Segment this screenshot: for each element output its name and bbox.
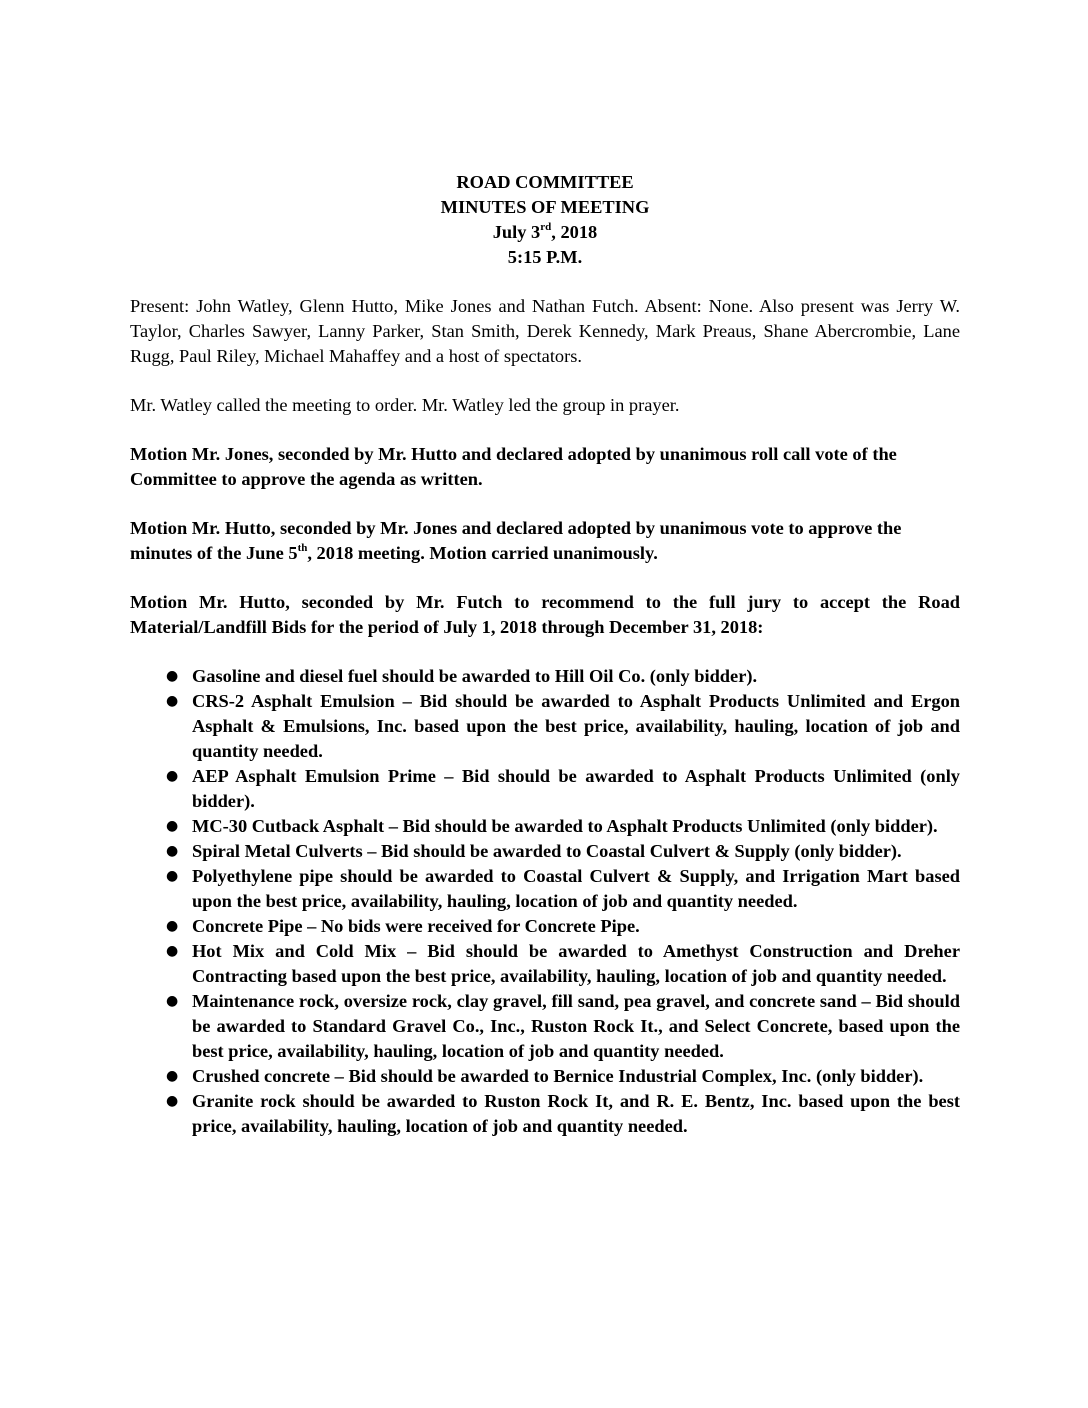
list-item [130, 1089, 960, 1139]
meeting-date [130, 220, 960, 245]
attendance-paragraph: Present: John Watley, Glenn Hutto, Mike Jones and Nathan Futch. Absent: None. Also present was Jerry W. Taylor, Charles Sawyer, Lanny Parker, Stan Smith, Derek Kennedy, Mark Preaus, Shane Abercrombie, Lane Rugg, Paul Riley, Michael Mahaffey and a host of spectators. [130, 296, 960, 366]
list-item [130, 914, 960, 939]
minutes-title: MINUTES OF MEETING [440, 197, 650, 217]
motion-minutes-text-end: , 2018 meeting. Motion carried unanimously. [307, 543, 658, 563]
bullet-icon: ● [166, 868, 179, 884]
committee-title: ROAD COMMITTEE [456, 172, 634, 192]
list-item [130, 764, 960, 814]
bullet-icon: ● [166, 693, 179, 709]
bullet-icon: ● [166, 993, 179, 1009]
bid-item-text: Gasoline and diesel fuel should be awarded to Hill Oil Co. (only bidder). [192, 666, 758, 686]
bullet-icon: ● [166, 943, 179, 959]
bid-item-text: Polyethylene pipe should be awarded to Coastal Culvert & Supply, and Irrigation Mart based upon the best price, availability, hauling, location of job and quantity needed. [192, 866, 960, 911]
bid-item-text: MC-30 Cutback Asphalt – Bid should be awarded to Asphalt Products Unlimited (only bidder). [192, 816, 938, 836]
bullet-icon: ● [166, 768, 179, 784]
bid-item-text: Spiral Metal Culverts – Bid should be awarded to Coastal Culvert & Supply (only bidder). [192, 841, 902, 861]
list-item [130, 1064, 960, 1089]
list-item [130, 864, 960, 914]
bid-item-text: Granite rock should be awarded to Ruston Rock It, and R. E. Bentz, Inc. based upon the best price, availability, hauling, location of job and quantity needed. [192, 1091, 960, 1136]
call-to-order-paragraph: Mr. Watley called the meeting to order. Mr. Watley led the group in prayer. [130, 395, 680, 415]
document-header [130, 170, 960, 270]
document-page [130, 170, 960, 1139]
bid-item-text: AEP Asphalt Emulsion Prime – Bid should be awarded to Asphalt Products Unlimited (only bidder). [192, 766, 960, 811]
motion-agenda: Motion Mr. Jones, seconded by Mr. Hutto and declared adopted by unanimous roll call vote of the Committee to approve the agenda as written. [130, 444, 897, 489]
bullet-icon: ● [166, 1093, 179, 1109]
list-item [130, 664, 960, 689]
bullet-icon: ● [166, 1068, 179, 1084]
list-item [130, 989, 960, 1064]
bid-item-text: CRS-2 Asphalt Emulsion – Bid should be awarded to Asphalt Products Unlimited and Ergon Asphalt & Emulsions, Inc. based upon the best price, availability, hauling, location of job and quantity needed. [192, 691, 960, 761]
meeting-time: 5:15 P.M. [507, 247, 583, 267]
motion-bids: Motion Mr. Hutto, seconded by Mr. Futch to recommend to the full jury to accept the Road Material/Landfill Bids for the period of July 1, 2018 through December 31, 2018: [130, 592, 960, 637]
list-item [130, 689, 960, 764]
bullet-icon: ● [166, 918, 179, 934]
bid-item-text: Maintenance rock, oversize rock, clay gravel, fill sand, pea gravel, and concrete sand – Bid should be awarded to Standard Gravel Co., Inc., Ruston Rock It., and Select Concrete, based upon the best price, availability, hauling, location of job and quantity needed. [192, 991, 960, 1061]
list-item [130, 939, 960, 989]
bid-item-text: Concrete Pipe – No bids were received for Concrete Pipe. [192, 916, 640, 936]
list-item [130, 839, 960, 864]
motion-minutes-suffix: th [297, 541, 308, 554]
bid-list [130, 664, 960, 1139]
meeting-date-year: , 2018 [551, 222, 598, 242]
bullet-icon: ● [166, 818, 179, 834]
motion-minutes-text: Motion Mr. Hutto, seconded by Mr. Jones and declared adopted by unanimous vote to approve the minutes of the June 5 [130, 518, 902, 563]
meeting-date-main: July 3 [492, 222, 541, 242]
bullet-icon: ● [166, 668, 179, 684]
meeting-date-suffix: rd [540, 220, 552, 233]
bid-item-text: Hot Mix and Cold Mix – Bid should be awarded to Amethyst Construction and Dreher Contracting based upon the best price, availability, hauling, location of job and quantity needed. [192, 941, 960, 986]
bid-item-text: Crushed concrete – Bid should be awarded to Bernice Industrial Complex, Inc. (only bidder). [192, 1066, 924, 1086]
list-item [130, 814, 960, 839]
bullet-icon: ● [166, 843, 179, 859]
motion-minutes [130, 516, 960, 566]
